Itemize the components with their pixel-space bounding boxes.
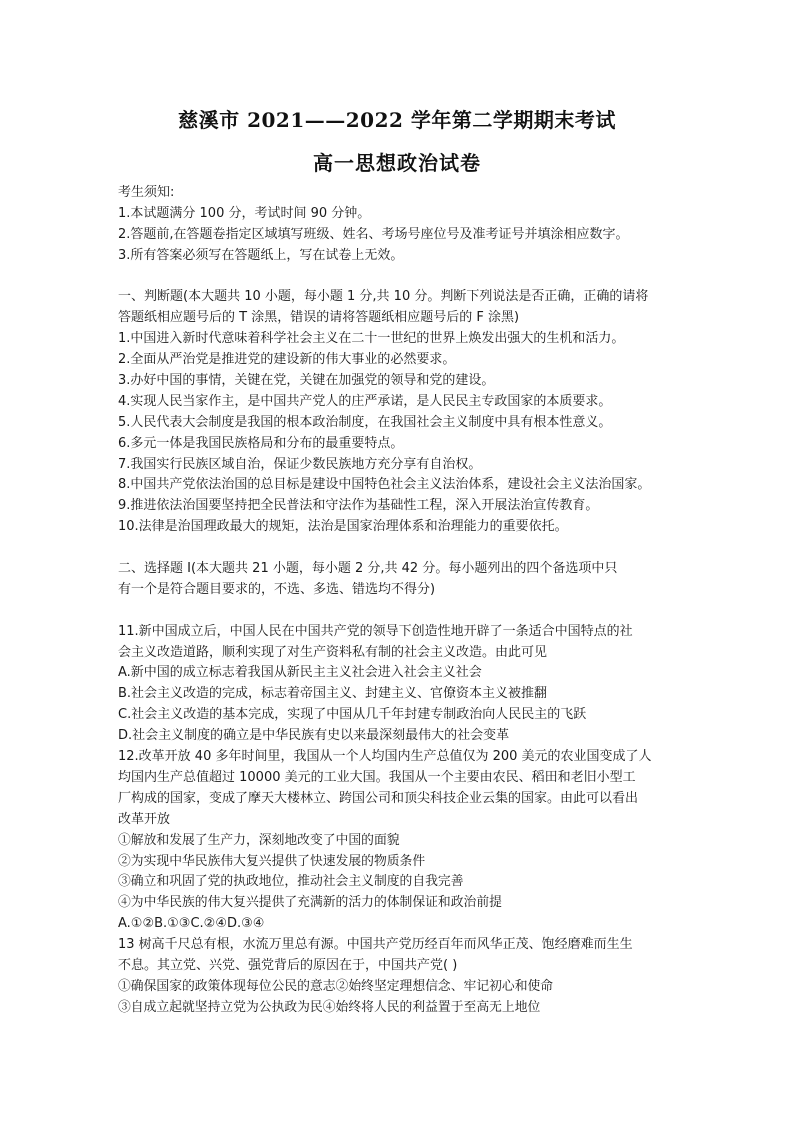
question-item: 8.中国共产党依法治国的总目标是建设中国特色社会主义法治体系，建设社会主义法治国家。 <box>118 477 651 493</box>
question-stem: 不息。其立党、兴党、强党背后的原因在于，中国共产党( ) <box>118 957 458 973</box>
question-stem: 改革开放 <box>118 811 171 827</box>
question-stem: 厂构成的国家，变成了摩天大楼林立、跨国公司和顶尖科技企业云集的国家。由此可以看出 <box>118 790 639 806</box>
answer-option: A.新中国的成立标志着我国从新民主主义社会进入社会主义社会 <box>118 665 482 681</box>
section-header: 答题纸相应题号后的 T 涂黑，错误的请将答题纸相应题号后的 F 涂黑) <box>118 310 520 326</box>
notice-item: 3.所有答案必须写在答题纸上，写在试卷上无效。 <box>118 247 404 263</box>
statement-item: ③确立和巩固了党的执政地位，推动社会主义制度的自我完善 <box>118 874 464 890</box>
question-item: 4.实现人民当家作主，是中国共产党人的庄严承诺，是人民民主专政国家的本质要求。 <box>118 393 612 409</box>
section-header: 二、选择题 I(本大题共 21 小题，每小题 2 分,共 42 分。每小题列出的四个备选项中只 <box>118 561 618 577</box>
statement-item: ④为中华民族的伟大复兴提供了充满新的活力的体制保证和政治前提 <box>118 895 502 911</box>
section-true-false <box>118 287 684 538</box>
question-item: 3.办好中国的事情，关键在党，关键在加强党的领导和党的建设。 <box>118 373 495 389</box>
question-stem: 会主义改造道路，顺利实现了对生产资料私有制的社会主义改造。由此可见 <box>118 644 548 660</box>
spacer <box>118 538 684 559</box>
question-stem: 12.改革开放 40 多年时间里，我国从一个人均国内生产总值仅为 200 美元的农业国变成了人 <box>118 749 652 765</box>
answer-option: C.社会主义改造的基本完成，实现了中国从几千年封建专制政治向人民民主的飞跃 <box>118 707 587 723</box>
notice-heading: 考生须知: <box>118 185 175 200</box>
section-header: 有一个是符合题目要求的，不选、多选、错选均不得分) <box>118 581 436 597</box>
spacer <box>118 601 684 622</box>
spacer <box>118 267 684 288</box>
question-13 <box>118 935 684 1019</box>
question-item: 1.中国进入新时代意味着科学社会主义在二十一世纪的世界上焕发出强大的生机和活力。 <box>118 331 625 347</box>
statement-item: ①解放和发展了生产力，深刻地改变了中国的面貌 <box>118 832 400 848</box>
question-item: 6.多元一体是我国民族格局和分布的最重要特点。 <box>118 435 404 451</box>
question-12 <box>118 747 684 935</box>
question-item: 5.人民代表大会制度是我国的根本政治制度，在我国社会主义制度中具有根本性意义。 <box>118 414 612 430</box>
question-11 <box>118 622 684 747</box>
notice-item: 1.本试题满分 100 分，考试时间 90 分钟。 <box>118 205 371 221</box>
answer-option: D.社会主义制度的确立是中华民族有史以来最深刻最伟大的社会变革 <box>118 728 510 744</box>
question-item: 10.法律是治国理政最大的规矩，法治是国家治理体系和治理能力的重要依托。 <box>118 519 568 535</box>
question-stem: 均国内生产总值超过 10000 美元的工业大国。我国从一个主要由农民、稻田和老旧小型工 <box>118 769 636 785</box>
question-stem: 11.新中国成立后，中国人民在中国共产党的领导下创造性地开辟了一条适合中国特点的社 <box>118 623 633 639</box>
exam-body <box>118 183 684 1019</box>
statement-item: ③自成立起就坚持立党为公执政为民④始终将人民的利益置于至高无上地位 <box>118 999 541 1015</box>
question-item: 7.我国实行民族区域自治，保证少数民族地方充分享有自治权。 <box>118 456 482 472</box>
section-multiple-choice <box>118 559 684 601</box>
answer-options: A.①②B.①③C.②④D.③④ <box>118 916 265 932</box>
exam-title: 慈溪市 2021——2022 学年第二学期期末考试 <box>178 108 616 132</box>
question-item: 2.全面从严治党是推进党的建设新的伟大事业的必然要求。 <box>118 352 456 368</box>
section-header: 一、判断题(本大题共 10 小题，每小题 1 分,共 10 分。判断下列说法是否正确，正确的请将 <box>118 289 649 305</box>
question-stem: 13 树高千尺总有根，水流万里总有源。中国共产党历经百年而风华正茂、饱经磨难而生生 <box>118 937 633 953</box>
notice-item: 2.答题前,在答题卷指定区域填写班级、姓名、考场号座位号及准考证号并填涂相应数字。 <box>118 226 629 242</box>
answer-option: B.社会主义改造的完成，标志着帝国主义、封建主义、官僚资本主义被推翻 <box>118 686 548 702</box>
notice-block <box>118 183 684 267</box>
exam-subtitle: 高一思想政治试卷 <box>313 151 481 175</box>
question-item: 9.推进依法治国要坚持把全民普法和守法作为基础性工程，深入开展法治宣传教育。 <box>118 498 599 514</box>
statement-item: ①确保国家的政策体现每位公民的意志②始终坚定理想信念、牢记初心和使命 <box>118 978 554 994</box>
statement-item: ②为实现中华民族伟大复兴提供了快速发展的物质条件 <box>118 853 426 869</box>
